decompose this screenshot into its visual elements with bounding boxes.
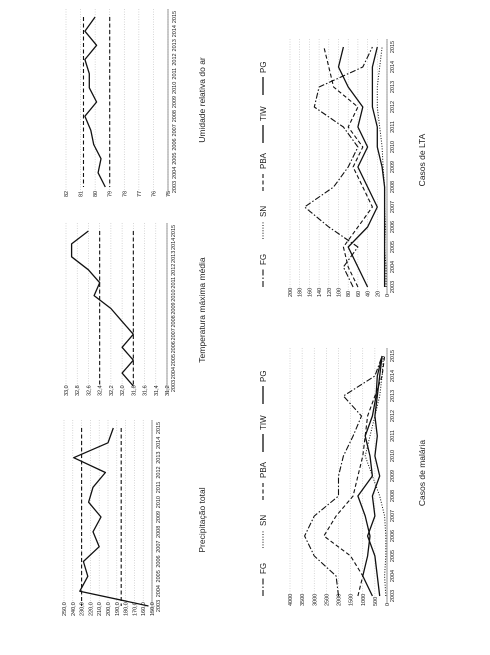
value-tick-label: 32,2 xyxy=(109,385,115,396)
value-tick-label: 81 xyxy=(79,191,85,197)
value-tick-label: 31,8 xyxy=(131,385,137,396)
year-tick-label: 2006 xyxy=(172,138,178,150)
value-tick-label: 120 xyxy=(327,288,333,297)
value-tick-label: 82 xyxy=(64,191,70,197)
year-tick-label: 2009 xyxy=(172,96,178,108)
value-tick-label: 75 xyxy=(166,191,172,197)
year-tick-label: 2008 xyxy=(156,526,162,538)
year-tick-label: 2015 xyxy=(171,225,177,237)
year-tick-label: 2010 xyxy=(156,496,162,508)
value-tick-label: 20 xyxy=(375,291,381,297)
year-tick-label: 2008 xyxy=(390,490,396,502)
legend-label: FG xyxy=(259,254,268,265)
year-tick-label: 2005 xyxy=(172,153,178,165)
value-tick-label: 33,0 xyxy=(64,385,70,396)
legend-label: PBA xyxy=(259,461,268,478)
year-tick-label: 2015 xyxy=(156,422,162,434)
year-tick-label: 2007 xyxy=(156,541,162,553)
year-tick-label: 2006 xyxy=(156,555,162,567)
value-tick-label: 240,0 xyxy=(71,602,77,616)
legend-label: SN xyxy=(259,515,268,526)
year-tick-label: 2011 xyxy=(390,121,396,133)
year-tick-label: 2014 xyxy=(172,25,178,37)
year-tick-label: 2011 xyxy=(172,68,178,80)
chart-title: Temperatura máxima média xyxy=(197,257,207,363)
chart-malaria xyxy=(259,348,427,606)
chart-title: Umidade relativa do ar xyxy=(197,57,207,143)
series-line-main xyxy=(74,428,149,606)
value-tick-label: 250,0 xyxy=(62,602,68,616)
value-tick-label: 0 xyxy=(385,294,391,297)
value-tick-label: 160 xyxy=(307,288,313,297)
year-tick-label: 2012 xyxy=(171,264,177,276)
year-tick-label: 2010 xyxy=(390,450,396,462)
year-tick-label: 2014 xyxy=(390,370,396,382)
year-tick-label: 2014 xyxy=(156,437,162,449)
year-tick-label: 2008 xyxy=(390,181,396,193)
value-tick-label: 190,0 xyxy=(115,602,121,616)
legend-label: PG xyxy=(259,370,268,382)
series-line-pg xyxy=(339,47,378,287)
year-tick-label: 2003 xyxy=(390,590,396,602)
value-tick-label: 140 xyxy=(317,288,323,297)
year-tick-label: 2004 xyxy=(390,570,396,582)
series-line-fg xyxy=(305,356,383,596)
value-tick-label: 2000 xyxy=(337,594,343,606)
year-tick-label: 2011 xyxy=(156,481,162,493)
year-tick-label: 2007 xyxy=(172,124,178,136)
value-tick-label: 32,4 xyxy=(98,385,104,396)
year-tick-label: 2012 xyxy=(156,466,162,478)
value-tick-label: 180 xyxy=(298,288,304,297)
value-tick-label: 210,0 xyxy=(97,602,103,616)
chart-title: Precipitação total xyxy=(197,487,207,552)
year-tick-label: 2008 xyxy=(172,110,178,122)
year-tick-label: 2010 xyxy=(171,289,177,301)
value-tick-label: 31,2 xyxy=(165,385,171,396)
year-tick-label: 2003 xyxy=(156,600,162,612)
year-tick-label: 2007 xyxy=(390,510,396,522)
chart-temp xyxy=(64,223,207,396)
value-tick-label: 200,0 xyxy=(106,602,112,616)
value-tick-label: 77 xyxy=(137,191,143,197)
value-tick-label: 0 xyxy=(385,603,391,606)
year-tick-label: 2009 xyxy=(390,470,396,482)
chart-precip xyxy=(62,420,207,616)
year-tick-label: 2013 xyxy=(156,452,162,464)
year-tick-label: 2005 xyxy=(390,241,396,253)
legend-label: TIW xyxy=(259,415,268,430)
value-tick-label: 200 xyxy=(288,288,294,297)
chart-title: Casos de malária xyxy=(417,440,427,506)
value-tick-label: 180,0 xyxy=(124,602,130,616)
series-line-main xyxy=(72,231,134,386)
year-tick-label: 2011 xyxy=(171,277,177,289)
value-tick-label: 170,0 xyxy=(132,602,138,616)
legend-label: SN xyxy=(259,206,268,217)
chart-title: Casos de LTA xyxy=(417,133,427,186)
year-tick-label: 2004 xyxy=(171,367,177,379)
year-tick-label: 2013 xyxy=(390,390,396,402)
value-tick-label: 76 xyxy=(151,191,157,197)
year-tick-label: 2015 xyxy=(172,11,178,23)
value-tick-label: 31,4 xyxy=(154,385,160,396)
year-tick-label: 2004 xyxy=(172,167,178,179)
year-tick-label: 2010 xyxy=(172,82,178,94)
year-tick-label: 2010 xyxy=(390,141,396,153)
legend-label: PG xyxy=(259,61,268,73)
legend-label: FG xyxy=(259,563,268,574)
year-tick-label: 2007 xyxy=(171,328,177,340)
year-tick-label: 2003 xyxy=(172,181,178,193)
legend-label: TIW xyxy=(259,106,268,121)
value-tick-label: 1000 xyxy=(361,594,367,606)
legend-label: PBA xyxy=(259,152,268,169)
value-tick-label: 80 xyxy=(93,191,99,197)
value-tick-label: 32,6 xyxy=(86,385,92,396)
year-tick-label: 2012 xyxy=(390,101,396,113)
year-tick-label: 2009 xyxy=(156,511,162,523)
year-tick-label: 2014 xyxy=(171,238,177,250)
year-tick-label: 2006 xyxy=(390,221,396,233)
series-line-pg xyxy=(358,356,382,596)
year-tick-label: 2003 xyxy=(171,380,177,392)
year-tick-label: 2012 xyxy=(172,53,178,65)
value-tick-label: 60 xyxy=(356,291,362,297)
year-tick-label: 2003 xyxy=(390,281,396,293)
value-tick-label: 80 xyxy=(346,291,352,297)
year-tick-label: 2009 xyxy=(171,302,177,314)
value-tick-label: 4000 xyxy=(288,594,294,606)
value-tick-label: 2500 xyxy=(324,594,330,606)
year-tick-label: 2015 xyxy=(390,41,396,53)
chart-umid xyxy=(64,9,207,197)
value-tick-label: 150,0 xyxy=(150,602,156,616)
year-tick-label: 2012 xyxy=(390,410,396,422)
value-tick-label: 1500 xyxy=(349,594,355,606)
value-tick-label: 78 xyxy=(122,191,128,197)
year-tick-label: 2008 xyxy=(171,315,177,327)
year-tick-label: 2013 xyxy=(171,251,177,263)
year-tick-label: 2013 xyxy=(172,39,178,51)
value-tick-label: 100 xyxy=(337,288,343,297)
year-tick-label: 2006 xyxy=(171,341,177,353)
year-tick-label: 2011 xyxy=(390,430,396,442)
value-tick-label: 230,0 xyxy=(80,602,86,616)
value-tick-label: 32,0 xyxy=(120,385,126,396)
year-tick-label: 2006 xyxy=(390,530,396,542)
value-tick-label: 160,0 xyxy=(141,602,147,616)
value-tick-label: 500 xyxy=(373,597,379,606)
year-tick-label: 2015 xyxy=(390,350,396,362)
year-tick-label: 2009 xyxy=(390,161,396,173)
chart-lta xyxy=(259,39,427,297)
year-tick-label: 2013 xyxy=(390,81,396,93)
value-tick-label: 3500 xyxy=(300,594,306,606)
year-tick-label: 2007 xyxy=(390,201,396,213)
value-tick-label: 32,8 xyxy=(75,385,81,396)
value-tick-label: 3000 xyxy=(312,594,318,606)
year-tick-label: 2005 xyxy=(171,354,177,366)
year-tick-label: 2014 xyxy=(390,61,396,73)
year-tick-label: 2004 xyxy=(156,585,162,597)
value-tick-label: 31,6 xyxy=(143,385,149,396)
year-tick-label: 2005 xyxy=(156,570,162,582)
year-tick-label: 2005 xyxy=(390,550,396,562)
value-tick-label: 40 xyxy=(366,291,372,297)
value-tick-label: 220,0 xyxy=(88,602,94,616)
year-tick-label: 2004 xyxy=(390,261,396,273)
value-tick-label: 79 xyxy=(108,191,114,197)
